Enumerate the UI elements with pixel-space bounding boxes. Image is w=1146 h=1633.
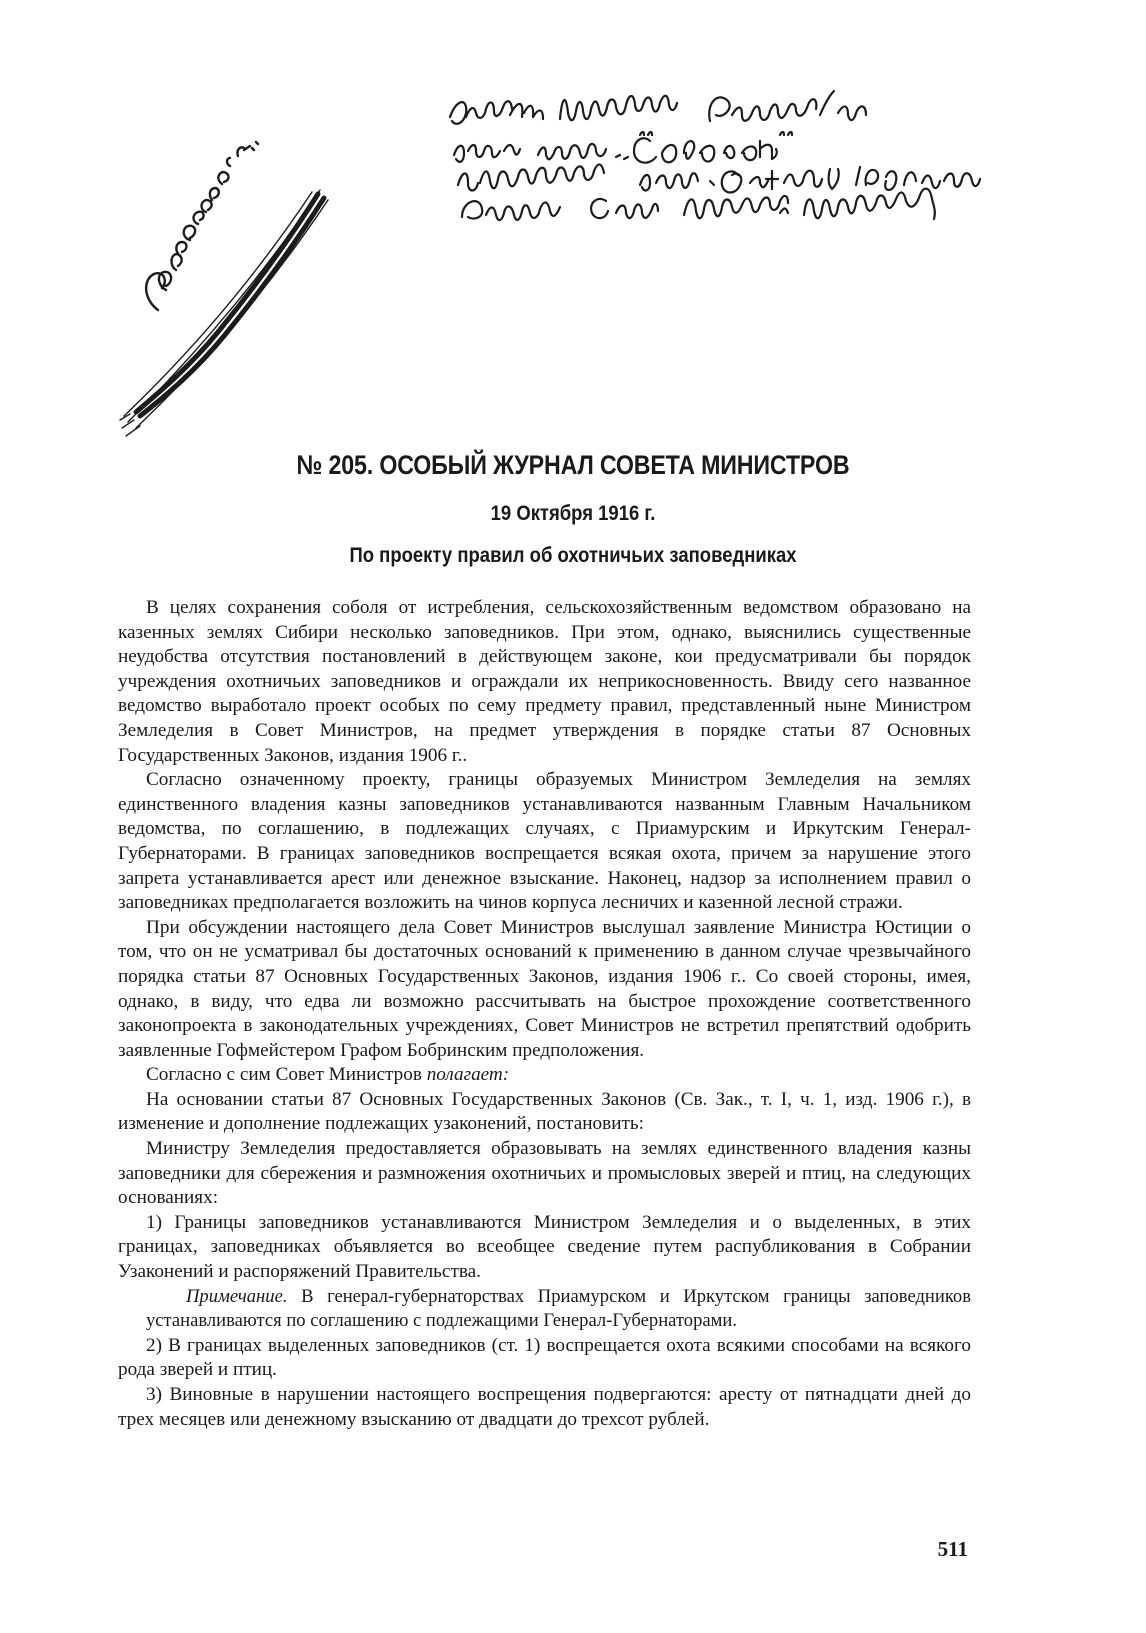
resolution-intro: Согласно с сим Совет Министров [146,1064,427,1086]
decree-item-3: 3) Виновные в нарушении настоящего воспрещения подвергаются: аресту от пятнадцати дней до трех месяцев или денежному взысканию от двадцати до трехсот рублей. [118,1384,971,1430]
decree-basis: На основании статьи 87 Основных Государственных Законов (Св. Зак., т. I, ч. 1, изд. 1906 г.), в изменение и дополнение подлежащих узаконений, постановить: [118,1088,971,1135]
note-label: Примечание. [186,1285,288,1307]
document-subject: По проекту правил об охотничьих заповедниках [349,544,797,567]
document-body [118,596,971,1432]
heading-block [100,448,1046,570]
note-text: В генерал-губернаторствах Приамурском и Иркутском границы заповедников устанавливаются по соглашению с подлежащими Генерал-Губернаторами. [146,1285,971,1332]
paragraph-2: Согласно означенному проекту, границы образуемых Министром Земледелия на землях единственного владения казны заповедников устанавливаются названным Главным Начальником ведомства, по соглашению, в подлежащих случаях, с Приамурским и Иркутским Генерал-Губернаторами. В границах заповедников воспрещается всякая охота, причем за нарушение этого запрета устанавливается арест или денежное взыскание. Наконец, надзор за исполнением правил о заповедниках предполагается возложить на чинов корпуса лесничих и казенной лесной стражи. [118,769,971,914]
resolution-word: полагает: [426,1064,510,1086]
paragraph-3: При обсуждении настоящего дела Совет Министров выслушал заявление Министра Юстиции о том, что он не усматривал бы достаточных оснований к применению в данном случае чрезвычайного порядка статьи 87 Основных Государственных Законов, издания 1906 г.. Со своей стороны, имея, однако, в виду, что едва ли возможно рассчитывать на быстрое прохождение соответственного законопроекта в законодательных учреждениях, Совет Министров не встретил препятствий одобрить заявленные Гофмейстером Графом Бобринским предположения. [118,916,971,1061]
decree-note [118,1285,971,1334]
decree-main: Министру Земледелия предоставляется образовывать на землях единственного владения казны заповедники для сбережения и размножения охотничьих и промысловых зверей и птиц, на следующих основаниях: [118,1138,971,1209]
document-title: № 205. ОСОБЫЙ ЖУРНАЛ СОВЕТА МИНИСТРОВ [296,450,850,480]
handwritten-margin-approval [110,120,340,440]
decree-item-1: 1) Границы заповедников устанавливаются Министром Земледелия и о выделенных, в этих границах, заповедниках объявляется во всеобщее сведение путем распубликования в Собрании Узаконений и распоряжений Правительства. [118,1211,971,1283]
decree-item-2: 2) В границах выделенных заповедников (ст. 1) воспрещается охота всякими способами на всякого рода зверей и птиц. [118,1334,971,1381]
page-number: 511 [937,1537,968,1561]
handwritten-resolution [440,85,1020,265]
document-date: 19 Октября 1916 г. [490,502,656,525]
resolution-paragraph [118,1063,971,1088]
paragraph-1: В целях сохранения соболя от истребления, сельскохозяйственным ведомством образовано на казенных землях Сибири несколько заповедников. При этом, однако, выяснились существенные неудобства отсутствия постановлений в действующем законе, кои предусматривали бы порядок учреждения охотничьих заповедников и ограждали их неприкосновенность. Ввиду сего названное ведомство выработало проект особых по сему предмету правил, представленный ныне Министром Земледелия в Совет Министров, на предмет утверждения в порядке статьи 87 Основных Государственных Законов, издания 1906 г.. [118,597,971,766]
